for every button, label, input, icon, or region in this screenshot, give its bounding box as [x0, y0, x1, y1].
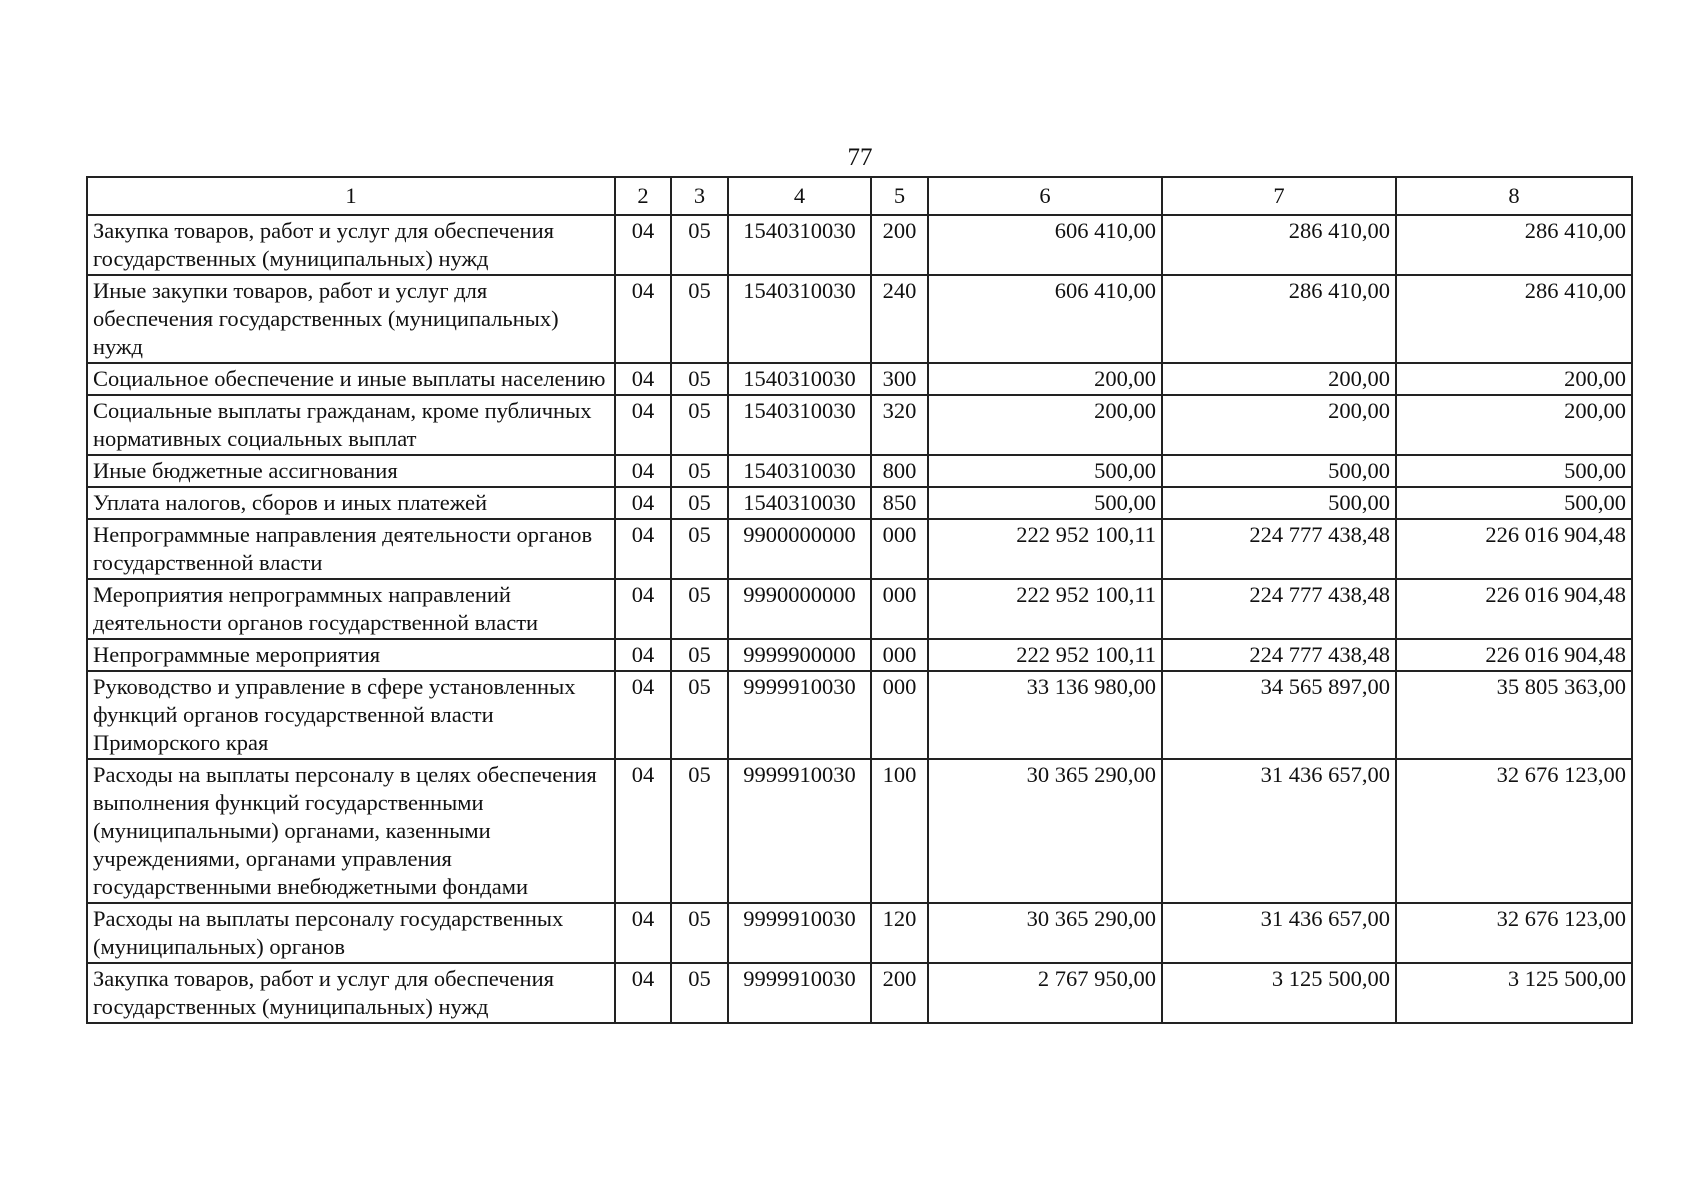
table-row: [87, 275, 1632, 363]
row-section: 04: [615, 363, 671, 395]
row-target-article: 1540310030: [728, 215, 871, 275]
row-section: 04: [615, 639, 671, 671]
table-row: [87, 215, 1632, 275]
row-amount-6: 30 365 290,00: [928, 759, 1162, 903]
row-target-article: 1540310030: [728, 395, 871, 455]
row-amount-8: 226 016 904,48: [1396, 519, 1632, 579]
row-name: Иные бюджетные ассигнования: [87, 455, 615, 487]
row-amount-6: 33 136 980,00: [928, 671, 1162, 759]
row-expense-type: 800: [871, 455, 928, 487]
table-row: [87, 671, 1632, 759]
table-row: [87, 963, 1632, 1023]
row-name: Закупка товаров, работ и услуг для обеспечения государственных (муниципальных) нужд: [87, 963, 615, 1023]
row-amount-7: 500,00: [1162, 487, 1396, 519]
column-header-5: 5: [871, 177, 928, 215]
row-amount-8: 286 410,00: [1396, 215, 1632, 275]
row-amount-8: 500,00: [1396, 487, 1632, 519]
row-target-article: 1540310030: [728, 275, 871, 363]
row-amount-7: 224 777 438,48: [1162, 579, 1396, 639]
table-row: [87, 519, 1632, 579]
row-subsection: 05: [671, 519, 728, 579]
row-expense-type: 850: [871, 487, 928, 519]
row-name: Уплата налогов, сборов и иных платежей: [87, 487, 615, 519]
column-header-1: 1: [87, 177, 615, 215]
row-subsection: 05: [671, 639, 728, 671]
row-target-article: 9999910030: [728, 759, 871, 903]
row-subsection: 05: [671, 215, 728, 275]
row-expense-type: 120: [871, 903, 928, 963]
row-target-article: 9999910030: [728, 963, 871, 1023]
row-amount-8: 226 016 904,48: [1396, 639, 1632, 671]
table-row: [87, 395, 1632, 455]
row-amount-8: 3 125 500,00: [1396, 963, 1632, 1023]
row-section: 04: [615, 519, 671, 579]
row-amount-6: 606 410,00: [928, 215, 1162, 275]
row-amount-6: 500,00: [928, 487, 1162, 519]
row-name: Закупка товаров, работ и услуг для обеспечения государственных (муниципальных) нужд: [87, 215, 615, 275]
column-header-2: 2: [615, 177, 671, 215]
row-name: Непрограммные направления деятельности органов государственной власти: [87, 519, 615, 579]
row-amount-6: 222 952 100,11: [928, 519, 1162, 579]
row-amount-6: 606 410,00: [928, 275, 1162, 363]
row-amount-8: 226 016 904,48: [1396, 579, 1632, 639]
row-target-article: 1540310030: [728, 363, 871, 395]
row-name: Иные закупки товаров, работ и услуг для обеспечения государственных (муниципальных) нужд: [87, 275, 615, 363]
column-header-8: 8: [1396, 177, 1632, 215]
row-name: Мероприятия непрограммных направлений деятельности органов государственной власти: [87, 579, 615, 639]
row-subsection: 05: [671, 275, 728, 363]
row-target-article: 1540310030: [728, 455, 871, 487]
row-amount-7: 200,00: [1162, 395, 1396, 455]
row-amount-8: 500,00: [1396, 455, 1632, 487]
row-subsection: 05: [671, 963, 728, 1023]
row-section: 04: [615, 395, 671, 455]
row-name: Социальное обеспечение и иные выплаты населению: [87, 363, 615, 395]
table-row: [87, 639, 1632, 671]
row-amount-8: 32 676 123,00: [1396, 903, 1632, 963]
row-name: Непрограммные мероприятия: [87, 639, 615, 671]
column-header-4: 4: [728, 177, 871, 215]
row-section: 04: [615, 215, 671, 275]
row-amount-8: 35 805 363,00: [1396, 671, 1632, 759]
column-header-7: 7: [1162, 177, 1396, 215]
row-amount-7: 500,00: [1162, 455, 1396, 487]
table-row: [87, 903, 1632, 963]
row-subsection: 05: [671, 363, 728, 395]
row-amount-7: 200,00: [1162, 363, 1396, 395]
row-amount-7: 286 410,00: [1162, 215, 1396, 275]
page-number: 77: [847, 144, 873, 171]
row-amount-7: 34 565 897,00: [1162, 671, 1396, 759]
row-target-article: 9900000000: [728, 519, 871, 579]
row-section: 04: [615, 963, 671, 1023]
row-section: 04: [615, 903, 671, 963]
row-expense-type: 000: [871, 579, 928, 639]
row-expense-type: 000: [871, 519, 928, 579]
row-amount-6: 30 365 290,00: [928, 903, 1162, 963]
row-amount-8: 286 410,00: [1396, 275, 1632, 363]
row-section: 04: [615, 487, 671, 519]
row-section: 04: [615, 671, 671, 759]
row-expense-type: 000: [871, 639, 928, 671]
column-header-3: 3: [671, 177, 728, 215]
row-name: Расходы на выплаты персоналу государственных (муниципальных) органов: [87, 903, 615, 963]
row-target-article: 9999900000: [728, 639, 871, 671]
row-expense-type: 000: [871, 671, 928, 759]
row-section: 04: [615, 455, 671, 487]
row-name: Расходы на выплаты персоналу в целях обеспечения выполнения функций государственными (муниципальными) органами, казенными учреждениями, органами управления государственными внебюджетными фондами: [87, 759, 615, 903]
row-amount-6: 200,00: [928, 363, 1162, 395]
row-amount-7: 224 777 438,48: [1162, 519, 1396, 579]
row-expense-type: 320: [871, 395, 928, 455]
row-amount-6: 500,00: [928, 455, 1162, 487]
column-header-6: 6: [928, 177, 1162, 215]
row-expense-type: 240: [871, 275, 928, 363]
header-row: [87, 177, 1632, 215]
row-target-article: 9999910030: [728, 671, 871, 759]
row-section: 04: [615, 759, 671, 903]
row-expense-type: 100: [871, 759, 928, 903]
row-amount-6: 200,00: [928, 395, 1162, 455]
table-row: [87, 363, 1632, 395]
row-section: 04: [615, 275, 671, 363]
row-target-article: 9990000000: [728, 579, 871, 639]
table-row: [87, 455, 1632, 487]
row-expense-type: 200: [871, 963, 928, 1023]
row-amount-8: 200,00: [1396, 395, 1632, 455]
row-subsection: 05: [671, 395, 728, 455]
table-row: [87, 487, 1632, 519]
row-subsection: 05: [671, 487, 728, 519]
row-subsection: 05: [671, 579, 728, 639]
row-amount-7: 31 436 657,00: [1162, 759, 1396, 903]
row-amount-6: 222 952 100,11: [928, 639, 1162, 671]
row-amount-7: 31 436 657,00: [1162, 903, 1396, 963]
row-subsection: 05: [671, 671, 728, 759]
row-target-article: 1540310030: [728, 487, 871, 519]
row-amount-6: 2 767 950,00: [928, 963, 1162, 1023]
row-amount-6: 222 952 100,11: [928, 579, 1162, 639]
row-section: 04: [615, 579, 671, 639]
row-name: Руководство и управление в сфере установленных функций органов государственной власти Приморского края: [87, 671, 615, 759]
table-row: [87, 579, 1632, 639]
budget-table: [86, 176, 1633, 1024]
row-amount-8: 200,00: [1396, 363, 1632, 395]
table-row: [87, 759, 1632, 903]
row-name: Социальные выплаты гражданам, кроме публичных нормативных социальных выплат: [87, 395, 615, 455]
row-subsection: 05: [671, 455, 728, 487]
row-amount-7: 3 125 500,00: [1162, 963, 1396, 1023]
row-expense-type: 200: [871, 215, 928, 275]
row-amount-8: 32 676 123,00: [1396, 759, 1632, 903]
row-amount-7: 224 777 438,48: [1162, 639, 1396, 671]
row-amount-7: 286 410,00: [1162, 275, 1396, 363]
row-expense-type: 300: [871, 363, 928, 395]
row-target-article: 9999910030: [728, 903, 871, 963]
row-subsection: 05: [671, 759, 728, 903]
row-subsection: 05: [671, 903, 728, 963]
